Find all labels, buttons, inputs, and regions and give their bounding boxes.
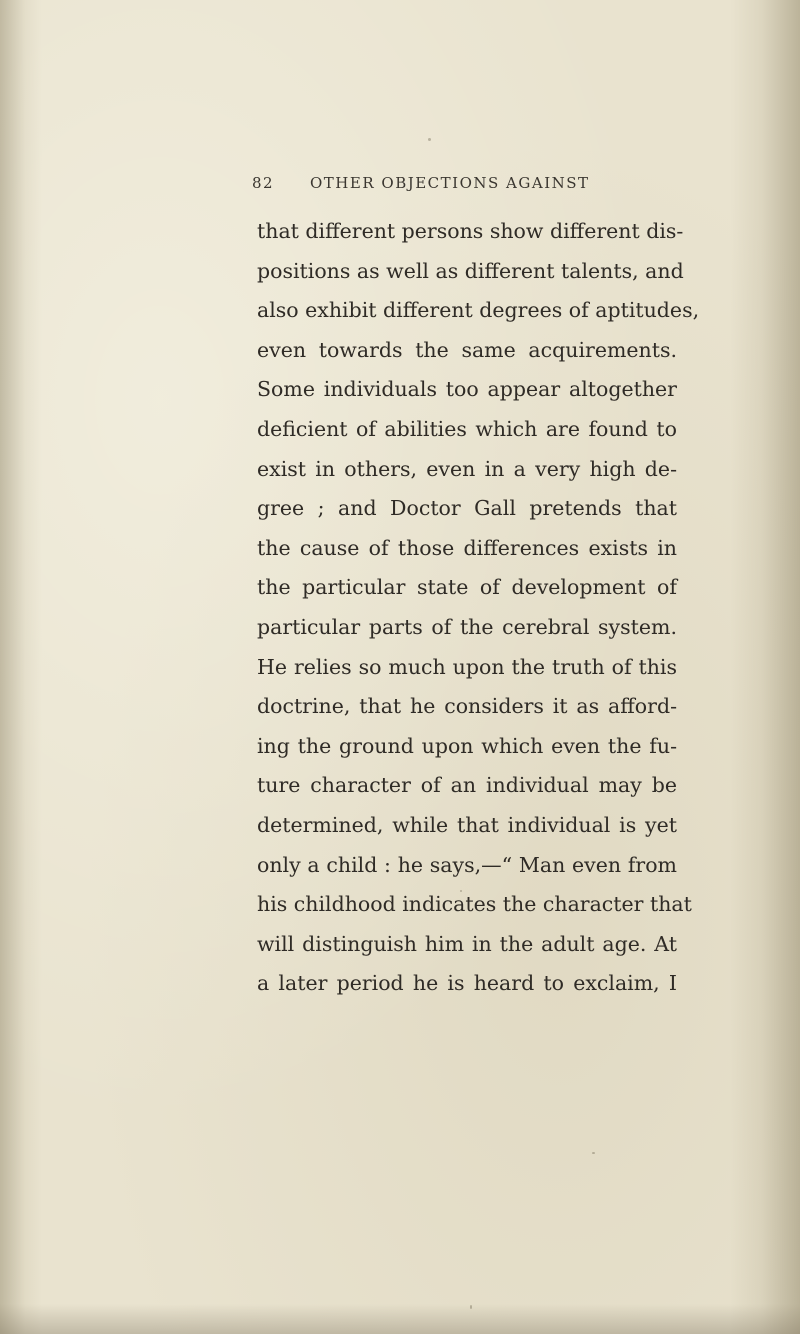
paper-speck — [428, 138, 431, 141]
text-line: Some individuals too appear altogether — [257, 377, 677, 402]
text-line: ing the ground upon which even the fu- — [257, 733, 677, 758]
paper-speck — [470, 1305, 472, 1309]
page-edge-shadow-left — [0, 0, 42, 1334]
text-line: his childhood indicates the character that — [257, 892, 692, 917]
text-line: deficient of abilities which are found to — [257, 416, 677, 441]
paper-speck — [592, 1152, 595, 1154]
body-text — [257, 212, 700, 1004]
text-line: will distinguish him in the adult age. At — [257, 931, 677, 956]
page-number: 82 — [252, 174, 275, 192]
text-line: doctrine, that he considers it as afford- — [257, 694, 677, 719]
text-line: the particular state of development of — [257, 575, 677, 600]
page-edge-shadow-right — [730, 0, 800, 1334]
text-line: ture character of an individual may be — [257, 773, 677, 798]
text-line: that different persons show different dis- — [257, 219, 684, 243]
text-line: also exhibit different degrees of aptitudes, — [257, 298, 700, 323]
text-line: exist in others, even in a very high de- — [257, 456, 677, 481]
text-line: a later period he is heard to exclaim, I — [257, 971, 677, 996]
text-line: the cause of those differences exists in — [257, 535, 677, 560]
text-line: determined, while that individual is yet — [257, 812, 677, 837]
running-header — [252, 174, 672, 200]
text-line: even towards the same acquirements. — [257, 337, 677, 362]
text-line: positions as well as different talents, and — [257, 258, 684, 283]
text-line: particular parts of the cerebral system. — [257, 614, 677, 639]
text-line: only a child : he says,—“ Man even from — [257, 852, 677, 877]
text-line: gree ; and Doctor Gall pretends that — [257, 496, 677, 521]
page-edge-shadow-bottom — [0, 1304, 800, 1334]
text-line: He relies so much upon the truth of this — [257, 654, 677, 679]
running-title: OTHER OBJECTIONS AGAINST — [310, 174, 590, 192]
